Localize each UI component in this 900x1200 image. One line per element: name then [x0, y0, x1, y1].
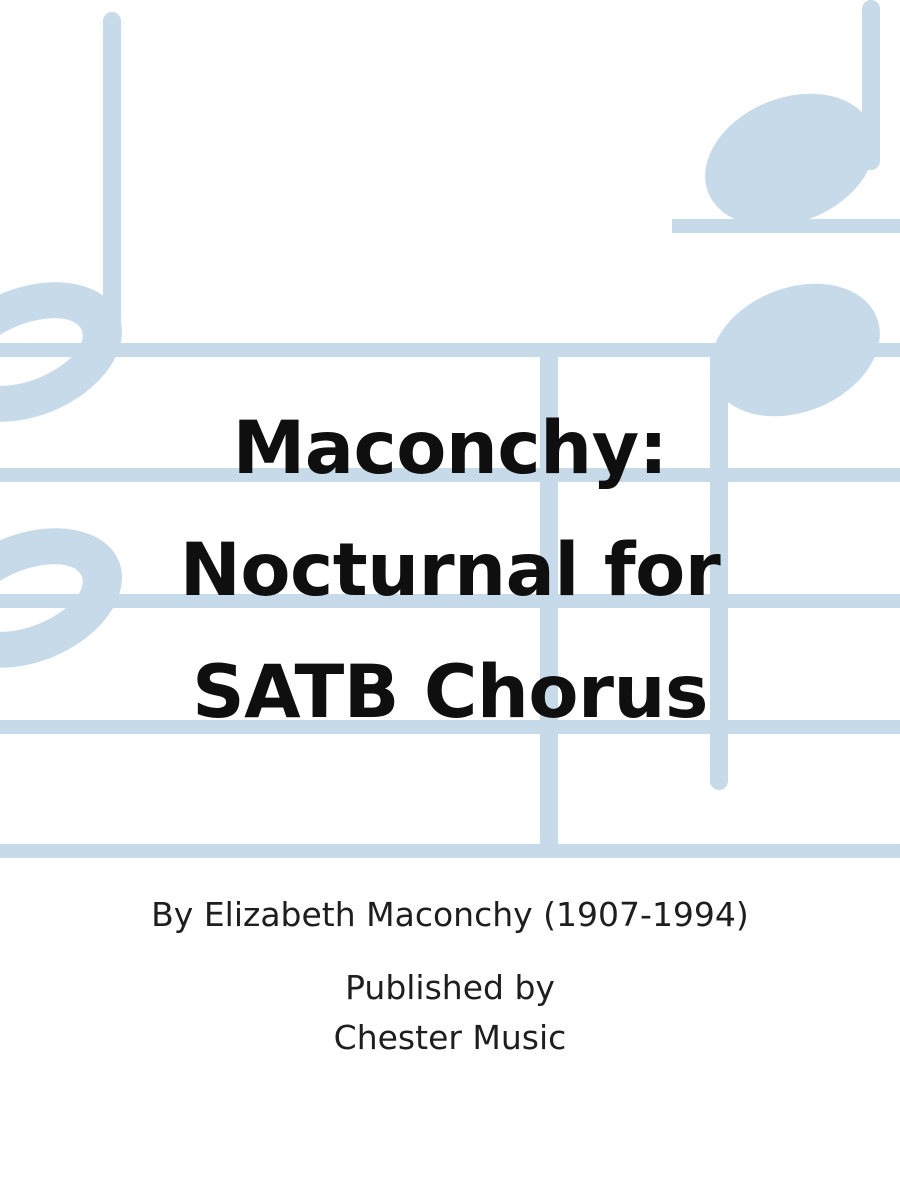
published-by-label: Published by [345, 968, 555, 1007]
title-line: Maconchy: [232, 406, 668, 491]
title-line: SATB Chorus [192, 650, 708, 735]
publisher-name: Chester Music [333, 1018, 567, 1057]
composer-byline: By Elizabeth Maconchy (1907-1994) [151, 895, 749, 934]
title-line: Nocturnal for [179, 528, 721, 613]
cover-title [0, 388, 900, 754]
publisher-block [0, 963, 900, 1063]
